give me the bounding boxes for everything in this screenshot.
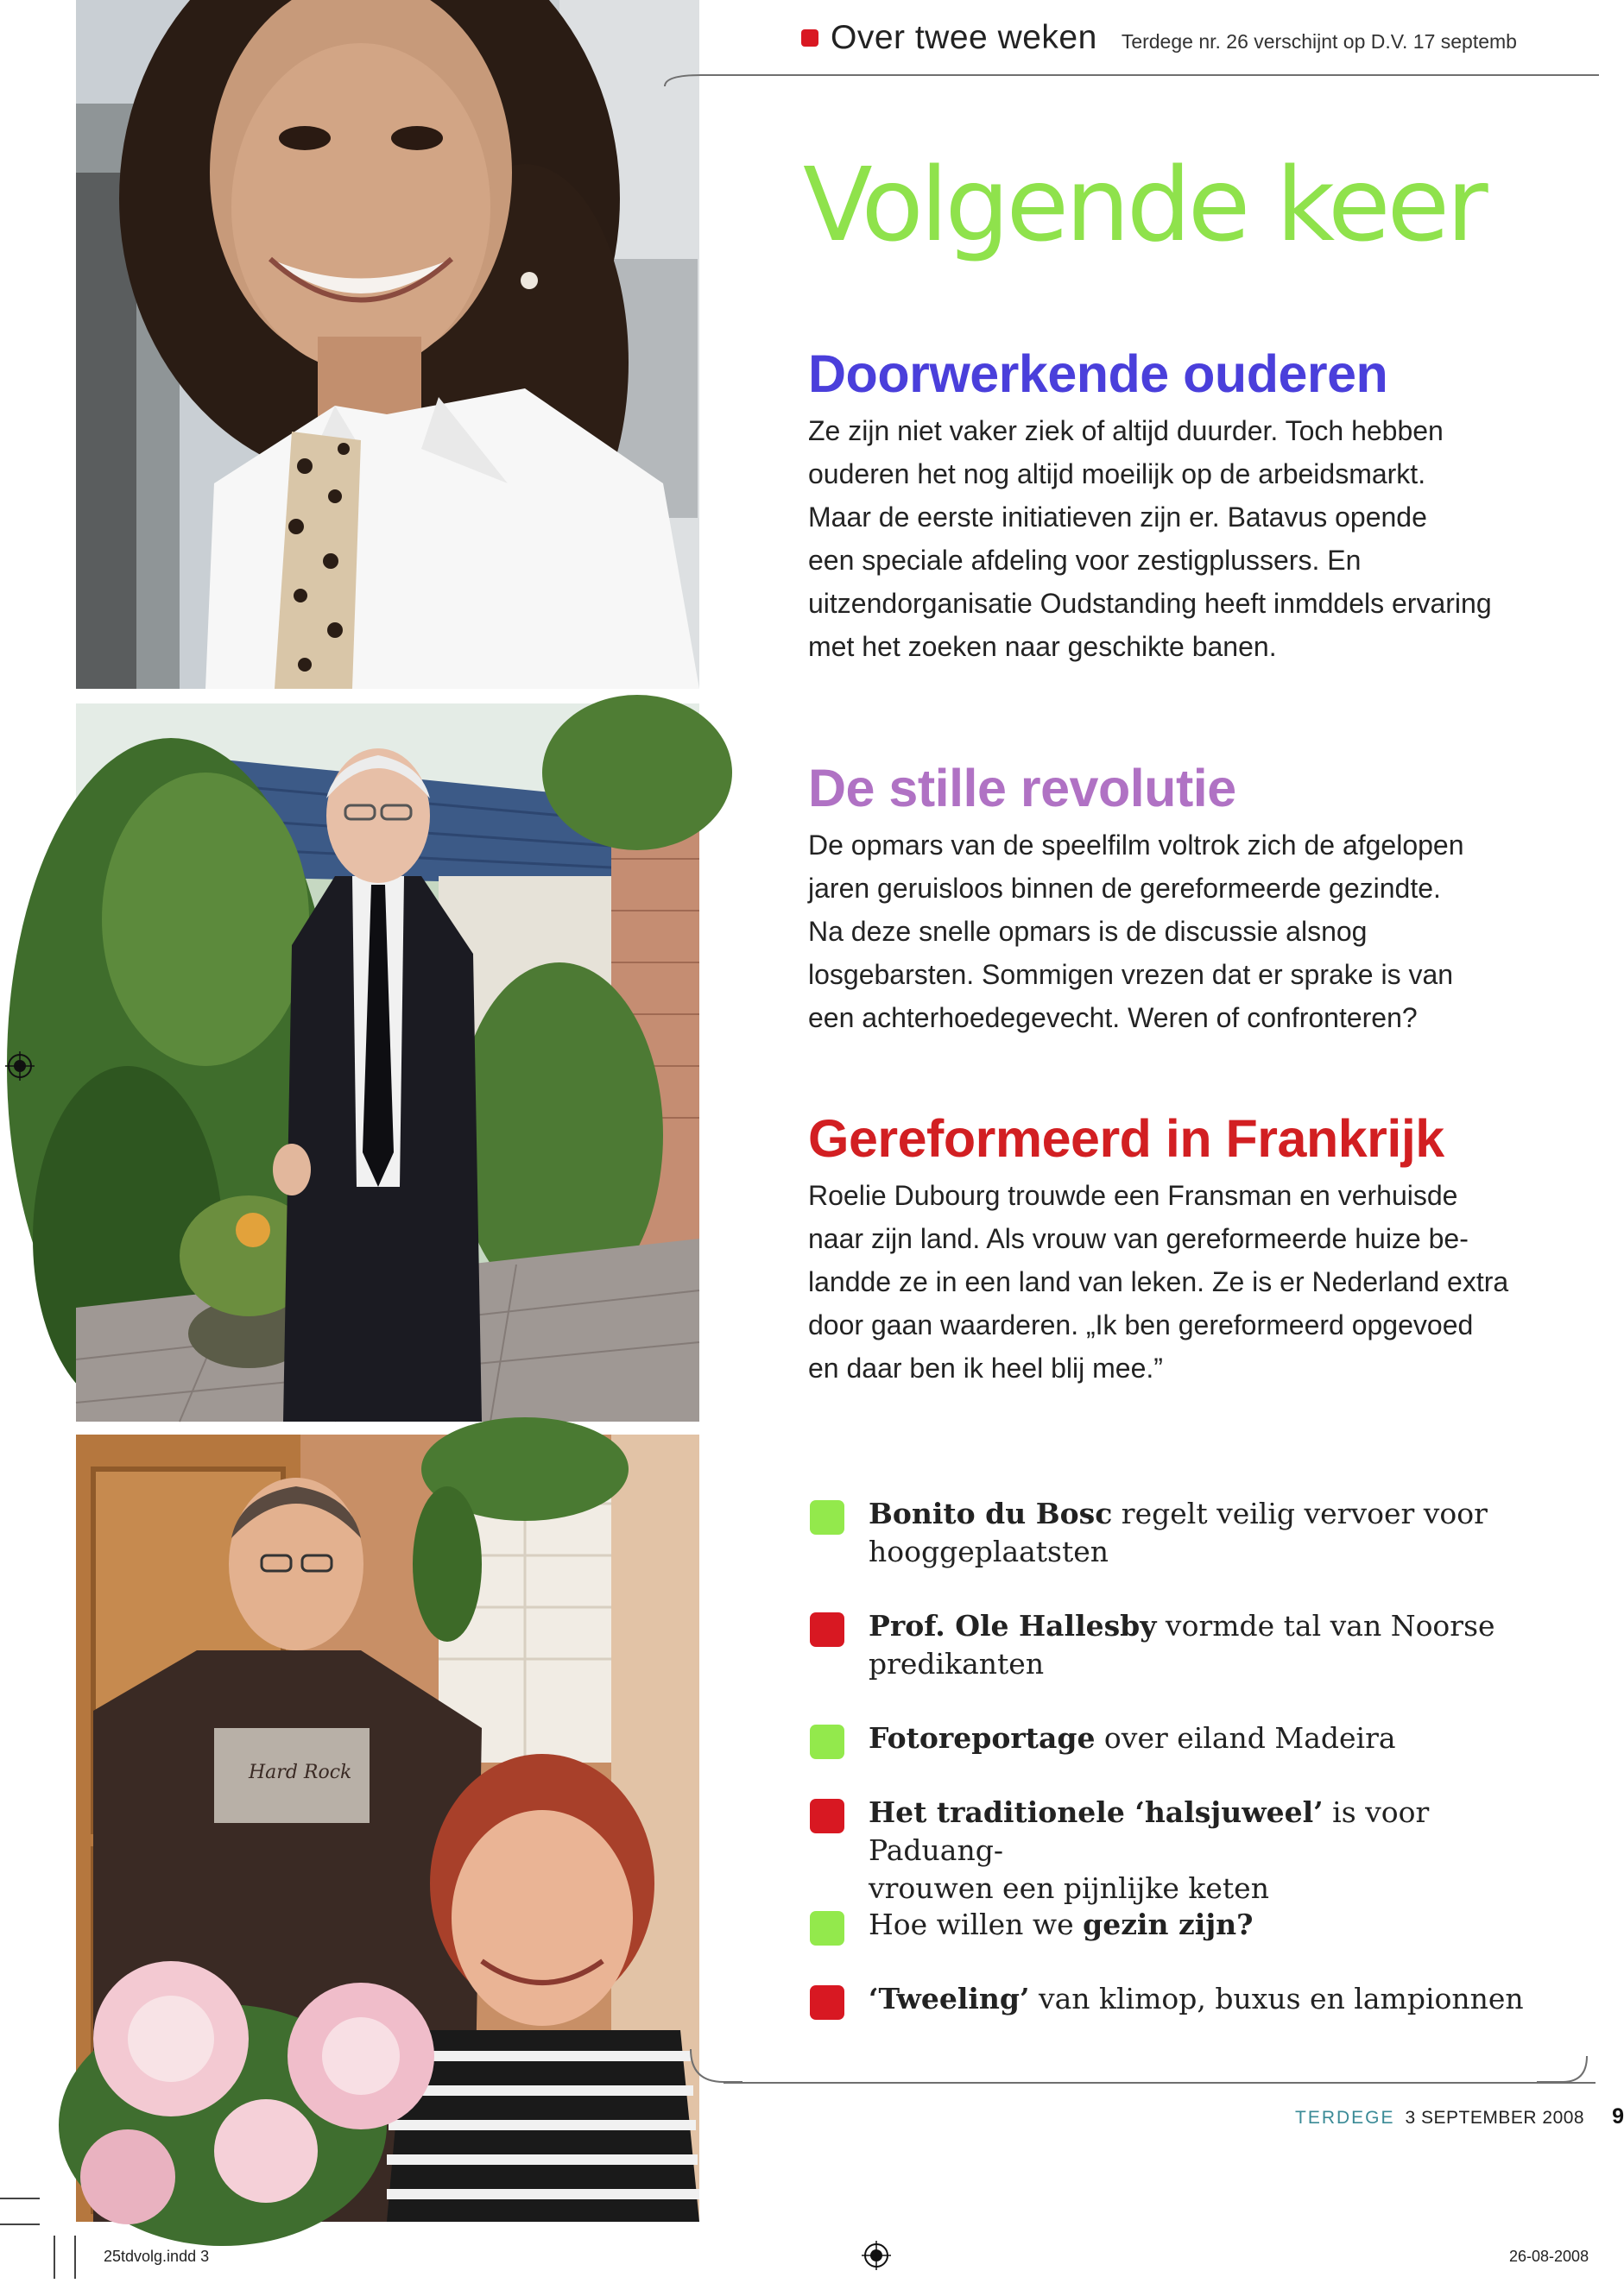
article-line: en daar ben ik heel blij mee.” [808, 1353, 1163, 1384]
list-item [810, 1980, 1570, 2018]
registration-mark-icon [862, 2241, 891, 2270]
photo-couple-with-flowers [76, 1435, 699, 2222]
bottom-rule-corner-left [691, 2049, 742, 2101]
article-line: een achterhoedegevecht. Weren of confronteren? [808, 1002, 1418, 1033]
bullet-post: van klimop, buxus en lampionnen [1029, 1982, 1524, 2015]
bullet-pre: Hoe willen we [869, 1908, 1084, 1941]
photo-man-in-garden [76, 703, 699, 1422]
green-square-icon [810, 1500, 844, 1535]
bullet-bold: Het traditionele ‘halsjuweel’ [869, 1795, 1324, 1829]
bullet-post: over eiland Madeira [1095, 1721, 1396, 1755]
article-line: Maar de eerste initiatieven zijn er. Batavus opende [808, 501, 1427, 533]
article-heading: Doorwerkende ouderen [808, 344, 1388, 403]
bullet-line2: predikanten [869, 1647, 1045, 1681]
top-rule [701, 74, 1599, 76]
page-title: Volgende keer [803, 145, 1485, 264]
list-item [810, 1495, 1570, 1571]
bullet-post: regelt veilig vervoer voor [1112, 1497, 1488, 1530]
article-line: met het zoeken naar geschikte banen. [808, 631, 1277, 662]
folio-date: 3 SEPTEMBER 2008 [1405, 2108, 1585, 2128]
photo-smiling-woman [76, 0, 699, 689]
teaser-list [810, 1495, 1570, 2018]
bullet-line2: hooggeplaatsten [869, 1535, 1109, 1568]
folio [1295, 2104, 1624, 2129]
article-heading: Gereformeerd in Frankrijk [808, 1109, 1444, 1168]
list-item [810, 1607, 1570, 1683]
bullet-post: vormde tal van Noorse [1156, 1609, 1495, 1643]
issue-announcement [801, 19, 1517, 57]
green-square-icon [810, 1725, 844, 1759]
top-rule-corner [665, 35, 717, 86]
bullet-line2: vrouwen een pijnlijke keten [869, 1871, 1269, 1905]
article-line: Ze zijn niet vaker ziek of altijd duurder. Toch hebben [808, 415, 1444, 446]
issue-note: Terdege nr. 26 verschijnt op D.V. 17 septemb [1121, 30, 1517, 53]
red-square-icon [801, 29, 818, 47]
list-item [810, 1719, 1570, 1757]
article-line: door gaan waarderen. „Ik ben gereformeerd opgevoed [808, 1309, 1474, 1340]
article-line: Roelie Dubourg trouwde een Fransman en verhuisde [808, 1180, 1458, 1211]
article-doorwerkende-ouderen [808, 344, 1551, 668]
article-line: Na deze snelle opmars is de discussie alsnog [808, 916, 1368, 947]
green-square-icon [810, 1911, 844, 1946]
article-gereformeerd-in-frankrijk [808, 1108, 1551, 1390]
article-de-stille-revolutie [808, 758, 1551, 1039]
issue-label: Over twee weken [831, 19, 1097, 56]
list-item [810, 1906, 1570, 1944]
bullet-post: is voor Paduang- [869, 1795, 1430, 1867]
folio-brand: TERDEGE [1295, 2108, 1395, 2128]
crop-mark [0, 2198, 40, 2199]
article-line: De opmars van de speelfilm voltrok zich de afgelopen [808, 829, 1464, 861]
bullet-bold: Fotoreportage [869, 1721, 1096, 1755]
red-square-icon [810, 1985, 844, 2020]
bottom-rule-corner-right [1537, 2039, 1589, 2091]
article-line: naar zijn land. Als vrouw van gereformeerde huize be- [808, 1223, 1469, 1254]
bullet-bold: gezin zijn? [1083, 1908, 1254, 1941]
registration-mark-icon [5, 1051, 35, 1081]
shirt-print: Hard Rock [249, 1762, 352, 1783]
bullet-bold: Bonito du Bosc [869, 1497, 1113, 1530]
slug-date: 26-08-2008 [1509, 2248, 1589, 2265]
article-line: ouderen het nog altijd moeilijk op de arbeidsmarkt. [808, 458, 1426, 489]
page-number: 9 [1612, 2104, 1624, 2129]
red-square-icon [810, 1612, 844, 1647]
article-line: landde ze in een land van leken. Ze is er Nederland extra [808, 1266, 1509, 1297]
article-line: jaren geruisloos binnen de gereformeerde gezindte. [808, 873, 1441, 904]
article-line: een speciale afdeling voor zestigplussers. En [808, 545, 1362, 576]
article-line: uitzendorganisatie Oudstanding heeft inmddels ervaring [808, 588, 1492, 619]
article-heading: De stille revolutie [808, 759, 1236, 817]
crop-mark [74, 2236, 76, 2279]
crop-mark [54, 2236, 55, 2279]
bottom-rule [724, 2082, 1596, 2084]
bullet-bold: Prof. Ole Hallesby [869, 1609, 1157, 1643]
crop-mark [0, 2223, 40, 2225]
bullet-bold: ‘Tweeling’ [869, 1982, 1030, 2015]
article-line: losgebarsten. Sommigen vrezen dat er sprake is van [808, 959, 1454, 990]
red-square-icon [810, 1799, 844, 1833]
list-item [810, 1794, 1570, 1905]
slug-file: 25tdvolg.indd 3 [104, 2248, 210, 2265]
